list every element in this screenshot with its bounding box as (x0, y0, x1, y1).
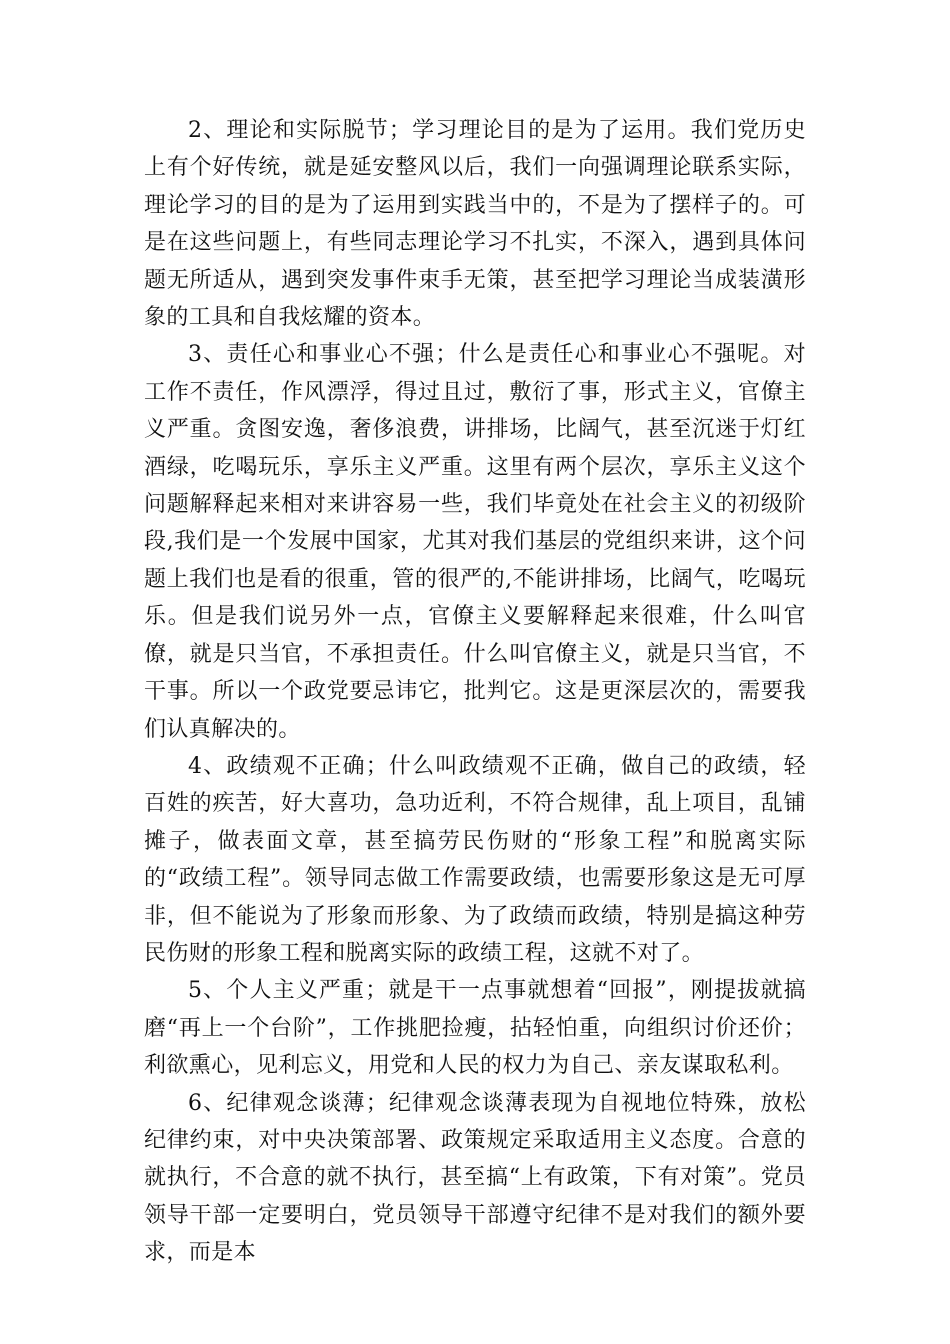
paragraph-item-6: 6、纪律观念谈薄；纪律观念谈薄表现为自视地位特殊，放松纪律约束，对中央决策部署、政策规定采取适用主义态度。合意的就执行，不合意的就不执行，甚至搞“上有政策，下有对策”。党员领导干部一定要明白，党员领导干部遵守纪律不是对我们的额外要求，而是本 (144, 1090, 806, 1266)
document-body (144, 112, 806, 1272)
paragraph-item-4: 4、政绩观不正确；什么叫政绩观不正确，做自己的政绩，轻百姓的疾苦，好大喜功，急功近利，不符合规律，乱上项目，乱铺摊子，做表面文章，甚至搞劳民伤财的“形象工程”和脱离实际的“政绩工程”。领导同志做工作需要政绩，也需要形象这是无可厚非，但不能说为了形象而形象、为了政绩而政绩，特别是搞这种劳民伤财的形象工程和脱离实际的政绩工程，这就不对了。 (144, 753, 806, 966)
paragraph-item-3: 3、责任心和事业心不强；什么是责任心和事业心不强呢。对工作不责任，作风漂浮，得过且过，敷衍了事，形式主义，官僚主义严重。贪图安逸，奢侈浪费，讲排场，比阔气，甚至沉迷于灯红酒绿，吃喝玩乐，享乐主义严重。这里有两个层次，享乐主义这个问题解释起来相对来讲容易一些，我们毕竟处在社会主义的初级阶段,我们是一个发展中国家，尤其对我们基层的党组织来讲，这个问题上我们也是看的很重，管的很严的,不能讲排场，比阔气，吃喝玩乐。但是我们说另外一点，官僚主义要解释起来很难，什么叫官僚，就是只当官，不承担责任。什么叫官僚主义，就是只当官，不干事。所以一个政党要忌讳它，批判它。这是更深层次的，需要我们认真解决的。 (144, 342, 806, 742)
paragraph-item-2: 2、理论和实际脱节；学习理论目的是为了运用。我们党历史上有个好传统，就是延安整风以后，我们一向强调理论联系实际，理论学习的目的是为了运用到实践当中的，不是为了摆样子的。可是在这些问题上，有些同志理论学习不扎实，不深入，遇到具体问题无所适从，遇到突发事件束手无策，甚至把学习理论当成装潢形象的工具和自我炫耀的资本。 (144, 118, 806, 331)
paragraph-item-5: 5、个人主义严重；就是干一点事就想着“回报”，刚提拔就搞磨“再上一个台阶”，工作挑肥捡瘦，拈轻怕重，向组织讨价还价；利欲熏心，见利忘义，用党和人民的权力为自己、亲友谋取私利。 (144, 978, 806, 1079)
